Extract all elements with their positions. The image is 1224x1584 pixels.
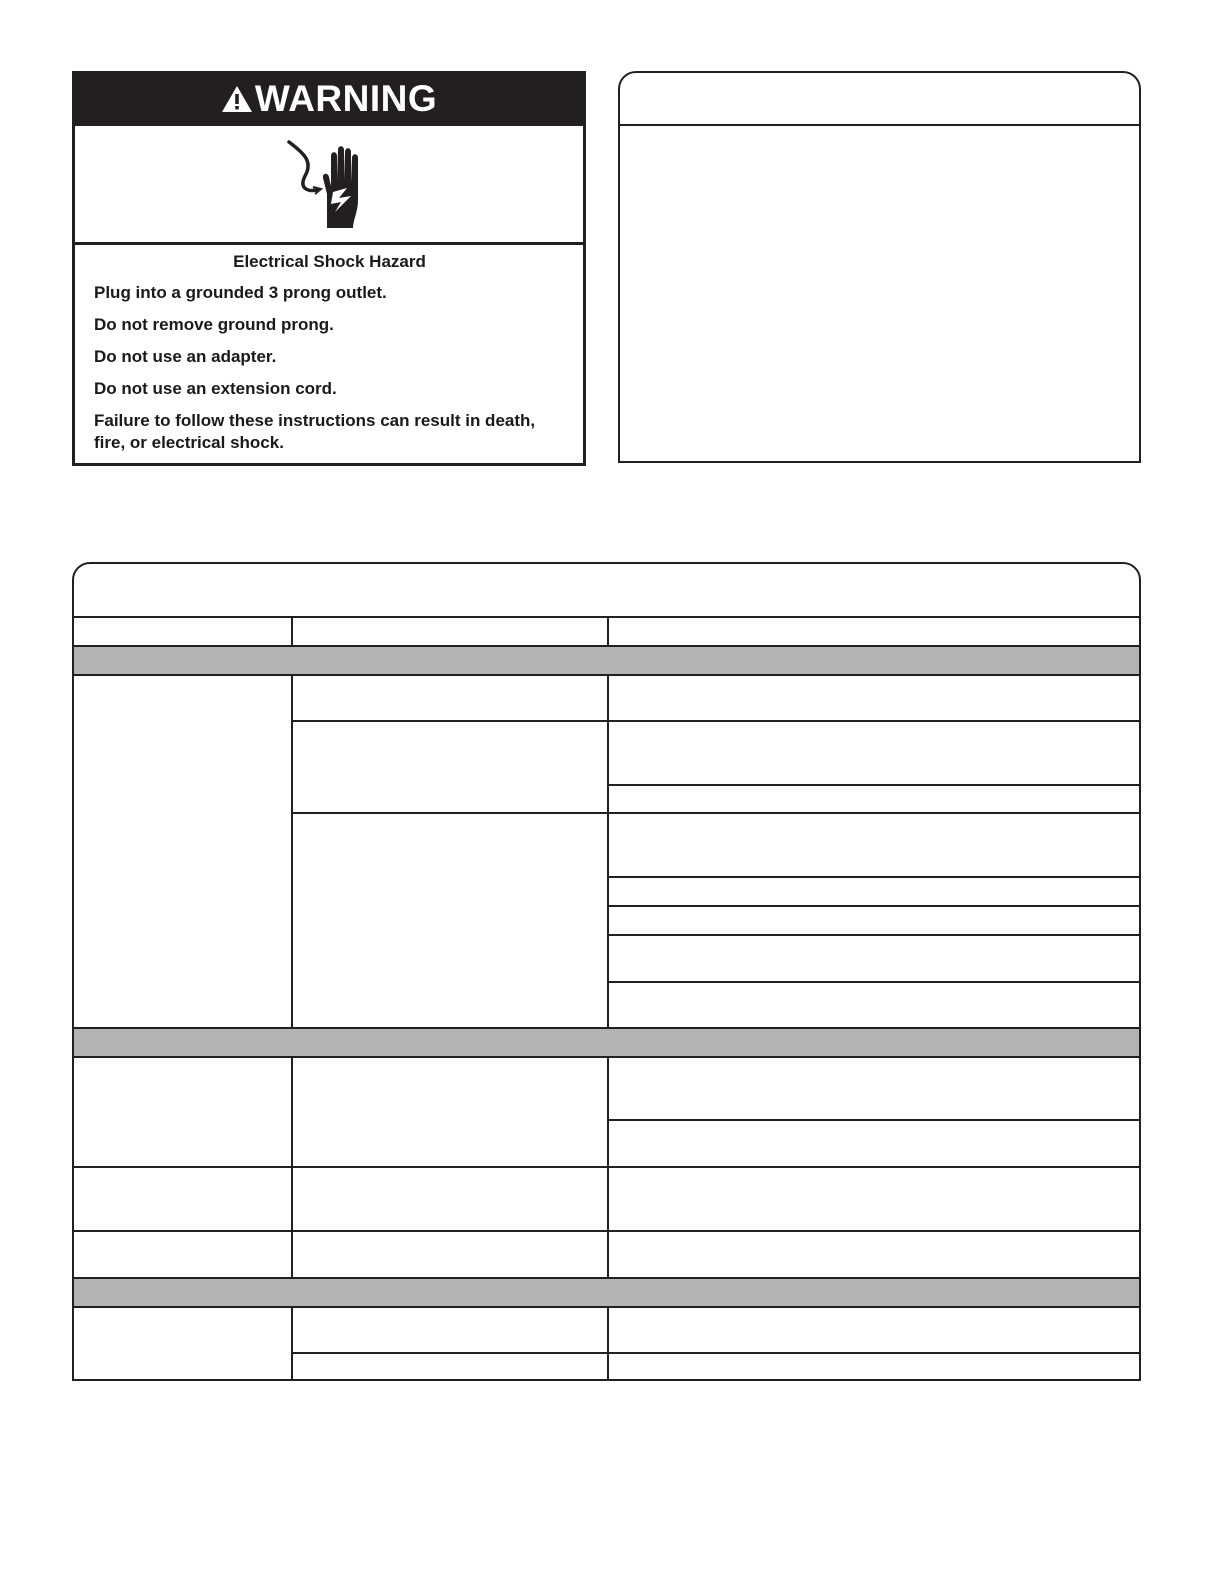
warning-box [72, 71, 586, 466]
warning-line-4: Do not use an extension cord. [94, 379, 337, 398]
table-col-line [607, 1056, 609, 1279]
warning-header-text: WARNING [254, 78, 438, 119]
electrical-shock-hand-icon [283, 138, 375, 230]
table-row-line [291, 720, 1141, 722]
table-row-line [607, 934, 1141, 936]
warning-triangle-icon [221, 85, 253, 113]
table-row-line [607, 876, 1141, 878]
table-col-line [607, 616, 609, 647]
section-band-2 [74, 1029, 1141, 1056]
table-col-line [291, 616, 293, 647]
table-row-line [291, 812, 1141, 814]
table-col-line [607, 674, 609, 1029]
table-col-line [607, 1306, 609, 1381]
warning-body [75, 245, 583, 454]
table-row-line [607, 784, 1141, 786]
warning-title: Electrical Shock Hazard [233, 252, 426, 271]
troubleshooting-table [72, 562, 1141, 1381]
section-band-1 [74, 647, 1141, 674]
section-band-3 [74, 1279, 1141, 1306]
warning-line-3: Do not use an adapter. [94, 347, 277, 366]
table-grid [74, 564, 1141, 1381]
warning-line-1: Plug into a grounded 3 prong outlet. [94, 283, 387, 302]
table-row-line [607, 905, 1141, 907]
table-row-line [607, 1119, 1141, 1121]
warning-symbol-area [75, 124, 583, 245]
blank-info-panel [618, 71, 1141, 463]
warning-line-2: Do not remove ground prong. [94, 315, 334, 334]
blank-info-panel-header [620, 73, 1139, 126]
table-col-line [291, 1306, 293, 1381]
table-col-line [291, 1056, 293, 1279]
warning-line-5: Failure to follow these instructions can result in death, fire, or electrical shock. [94, 411, 536, 452]
table-col-line [291, 674, 293, 1029]
warning-header [75, 74, 583, 124]
table-row-line [291, 1352, 1141, 1354]
table-row-line [607, 981, 1141, 983]
